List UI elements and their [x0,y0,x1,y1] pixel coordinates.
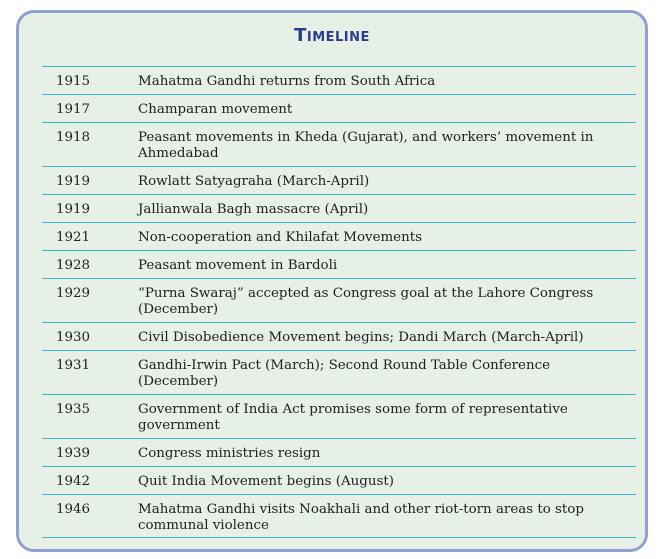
row-year: 1929 [56,286,91,301]
timeline-row [42,250,636,278]
timeline-row [42,394,636,438]
timeline-box [16,10,648,552]
timeline-row [42,278,636,322]
row-year: 1915 [56,74,91,89]
row-event: Peasant movement in Bardoli [138,258,338,273]
timeline-row [42,122,636,166]
row-year: 1946 [56,502,91,517]
timeline-row [42,94,636,122]
row-event: Mahatma Gandhi returns from South Africa [138,74,436,89]
row-year: 1935 [56,402,91,417]
row-event: Quit India Movement begins (August) [138,474,394,489]
timeline-title: Timeline [294,25,370,46]
row-event: Champaran movement [138,102,293,117]
timeline-table [42,66,636,538]
row-year: 1930 [56,330,91,345]
row-event: Mahatma Gandhi visits Noakhali and other riot-torn areas to stop communal violence [138,502,584,533]
timeline-row [42,194,636,222]
row-event: Gandhi-Irwin Pact (March); Second Round Table Conference (December) [138,358,551,389]
row-year: 1928 [56,258,91,273]
row-event: Jallianwala Bagh massacre (April) [138,202,369,217]
timeline-row [42,438,636,466]
row-year: 1939 [56,446,91,461]
row-event: “Purna Swaraj” accepted as Congress goal at the Lahore Congress (December) [138,286,594,317]
row-event: Government of India Act promises some form of representative government [138,402,568,433]
row-year: 1942 [56,474,91,489]
row-event: Non-cooperation and Khilafat Movements [138,230,422,245]
timeline-row [42,466,636,494]
row-year: 1931 [56,358,91,373]
timeline-row [42,166,636,194]
row-year: 1918 [56,130,91,145]
timeline-row [42,322,636,350]
timeline-row [42,350,636,394]
row-year: 1921 [56,230,91,245]
timeline-row [42,222,636,250]
row-event: Congress ministries resign [138,446,321,461]
row-event: Civil Disobedience Movement begins; Dandi March (March-April) [138,330,584,345]
timeline-row [42,66,636,94]
timeline-row [42,494,636,538]
row-year: 1919 [56,174,91,189]
row-year: 1917 [56,102,91,117]
row-event: Rowlatt Satyagraha (March-April) [138,174,370,189]
row-year: 1919 [56,202,91,217]
row-event: Peasant movements in Kheda (Gujarat), and workers’ movement in Ahmedabad [138,130,594,161]
